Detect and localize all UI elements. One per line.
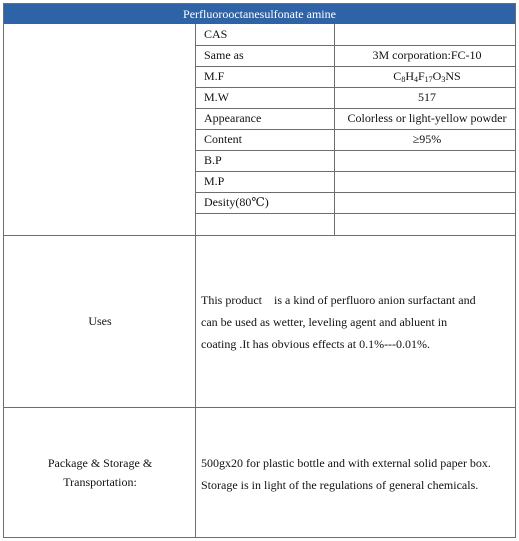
- table-title: Perfluorooctanesulfonate amine: [4, 4, 515, 24]
- uses-label: Uses: [88, 314, 112, 328]
- prop-value-density: [339, 192, 515, 213]
- prop-label-empty: [200, 213, 338, 234]
- package-text: [201, 452, 511, 496]
- prop-label-mp: M.P: [204, 174, 225, 188]
- prop-label-same-as: Same as: [204, 48, 244, 62]
- prop-value-bp: [339, 150, 515, 171]
- prop-label-density: Desity(80℃): [204, 195, 269, 209]
- prop-value-content: ≥95%: [412, 132, 442, 146]
- package-line: Storage is in light of the regulations of general chemicals.: [201, 478, 479, 492]
- prop-label-content: Content: [204, 132, 242, 146]
- divider: [4, 235, 515, 236]
- prop-value-mf: $C_8H_4F_{17}O_3NS$: [393, 69, 461, 84]
- divider: [4, 407, 515, 408]
- prop-label-bp: B.P: [204, 153, 222, 167]
- prop-label-cas: CAS: [204, 27, 228, 41]
- product-spec-table: [3, 3, 516, 538]
- prop-label-mw: M.W: [204, 90, 229, 104]
- uses-line: This product is a kind of perfluoro anion surfactant and: [201, 293, 476, 307]
- prop-label-appearance: Appearance: [204, 111, 262, 125]
- uses-line: coating .It has obvious effects at 0.1%---0.01%.: [201, 337, 431, 351]
- package-label: [4, 454, 196, 492]
- prop-value-cas: [339, 24, 515, 45]
- prop-value-mw: 517: [418, 90, 436, 104]
- prop-label-mf: M.F: [204, 69, 225, 83]
- package-label-line: Package & Storage &: [47, 456, 153, 470]
- prop-value-same-as: 3M corporation:FC-10: [372, 48, 482, 62]
- prop-value-empty: [339, 213, 515, 234]
- package-line: 500gx20 for plastic bottle and with external solid paper box.: [201, 456, 491, 470]
- prop-value-appearance: Colorless or light-yellow powder: [347, 111, 507, 125]
- package-label-line: Transportation:: [63, 475, 137, 489]
- uses-text: [201, 289, 511, 355]
- uses-line: can be used as wetter, leveling agent and abluent in: [201, 315, 448, 329]
- prop-value-mp: [339, 171, 515, 192]
